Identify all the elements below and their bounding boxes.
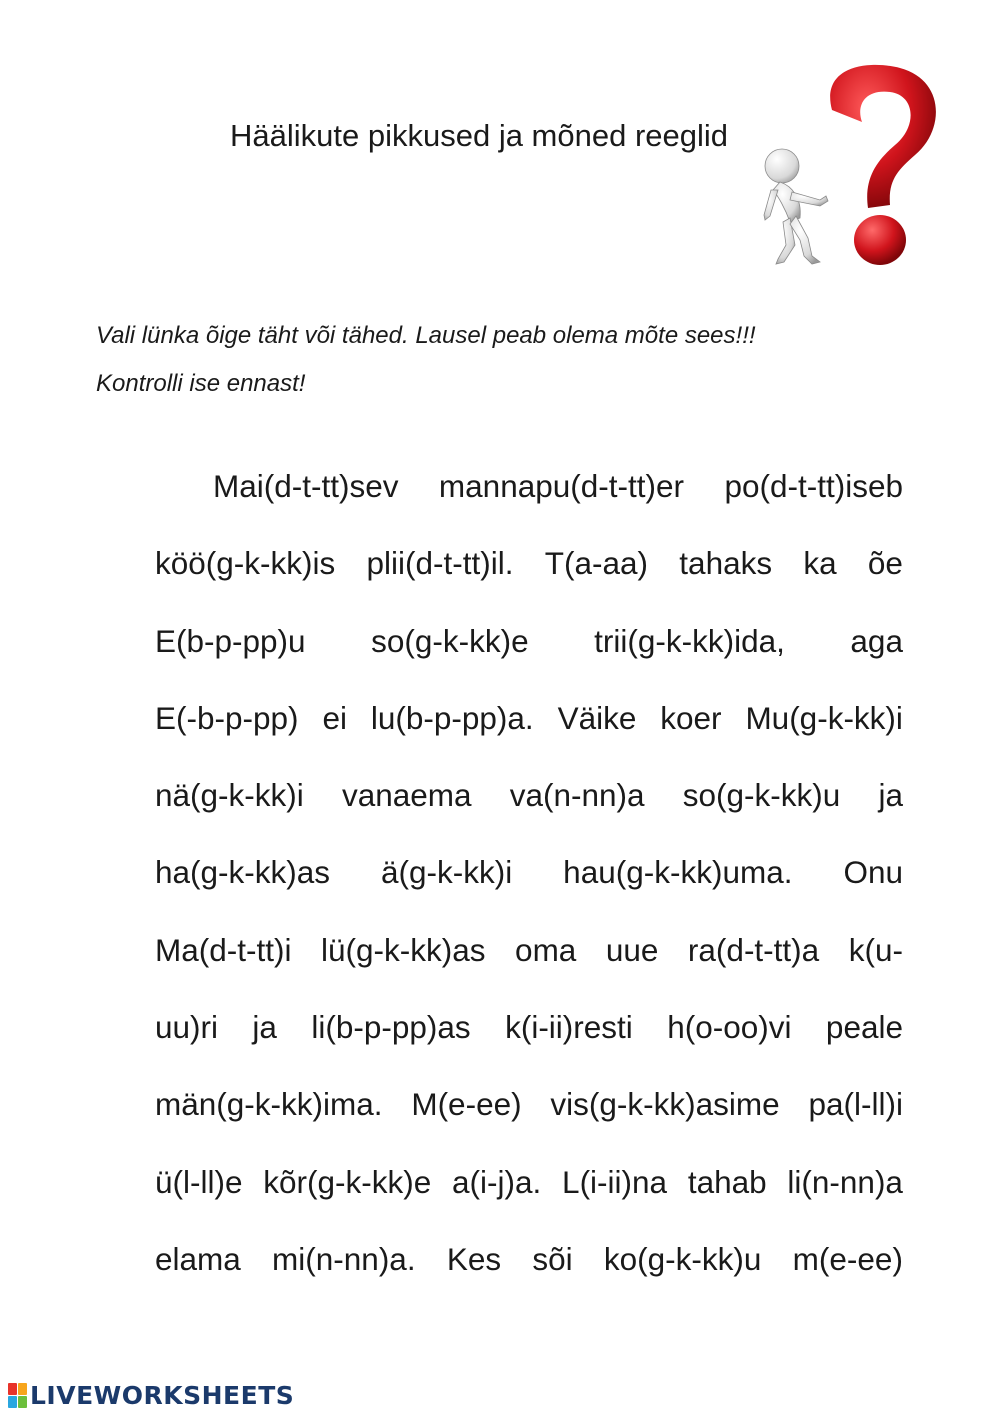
exercise-line: nä(g-k-kk)i vanaema va(n-nn)a so(g-k-kk)u ja: [155, 777, 903, 814]
exercise-line: köö(g-k-kk)is plii(d-t-tt)il. T(a-aa) tahaks ka õe: [155, 545, 903, 582]
instruction-line: Vali lünka õige täht või tähed. Lausel peab olema mõte sees!!!: [96, 322, 756, 349]
exercise-line: E(-b-p-pp) ei lu(b-p-pp)a. Väike koer Mu(g-k-kk)i: [155, 699, 903, 736]
logo-square: [18, 1396, 27, 1408]
logo-text: LIVEWORKSHEETS: [30, 1381, 295, 1410]
logo-square: [8, 1383, 17, 1395]
exercise-line: E(b-p-pp)u so(g-k-kk)e trii(g-k-kk)ida, aga: [155, 622, 903, 659]
exercise-line: Mai(d-t-tt)sev mannapu(d-t-tt)er po(d-t-tt)iseb: [213, 468, 903, 504]
instruction-line: Kontrolli ise ennast!: [96, 370, 306, 397]
exercise-text: [155, 462, 903, 1312]
logo-square: [18, 1383, 27, 1395]
exercise-line: ü(l-ll)e kõr(g-k-kk)e a(i-j)a. L(i-ii)na tahab li(n-nn)a: [155, 1163, 903, 1200]
exercise-line: ha(g-k-kk)as ä(g-k-kk)i hau(g-k-kk)uma. Onu: [155, 854, 903, 891]
instructions: [96, 312, 756, 408]
liveworksheets-logo[interactable]: [8, 1381, 294, 1410]
logo-square: [8, 1396, 17, 1408]
exercise-line: elama mi(n-nn)a. Kes sõi ko(g-k-kk)u m(e-ee): [155, 1240, 903, 1277]
question-mark-figure-icon: [740, 40, 970, 280]
page-title: Häälikute pikkused ja mõned reeglid: [230, 118, 729, 153]
exercise-line: Ma(d-t-tt)i lü(g-k-kk)as oma uue ra(d-t-tt)a k(u-: [155, 931, 903, 968]
exercise-line: män(g-k-kk)ima. M(e-ee) vis(g-k-kk)asime pa(l-ll)i: [155, 1086, 903, 1123]
exercise-line: uu)ri ja li(b-p-pp)as k(i-ii)resti h(o-oo)vi peale: [155, 1009, 903, 1046]
logo-squares-icon: [8, 1383, 27, 1408]
